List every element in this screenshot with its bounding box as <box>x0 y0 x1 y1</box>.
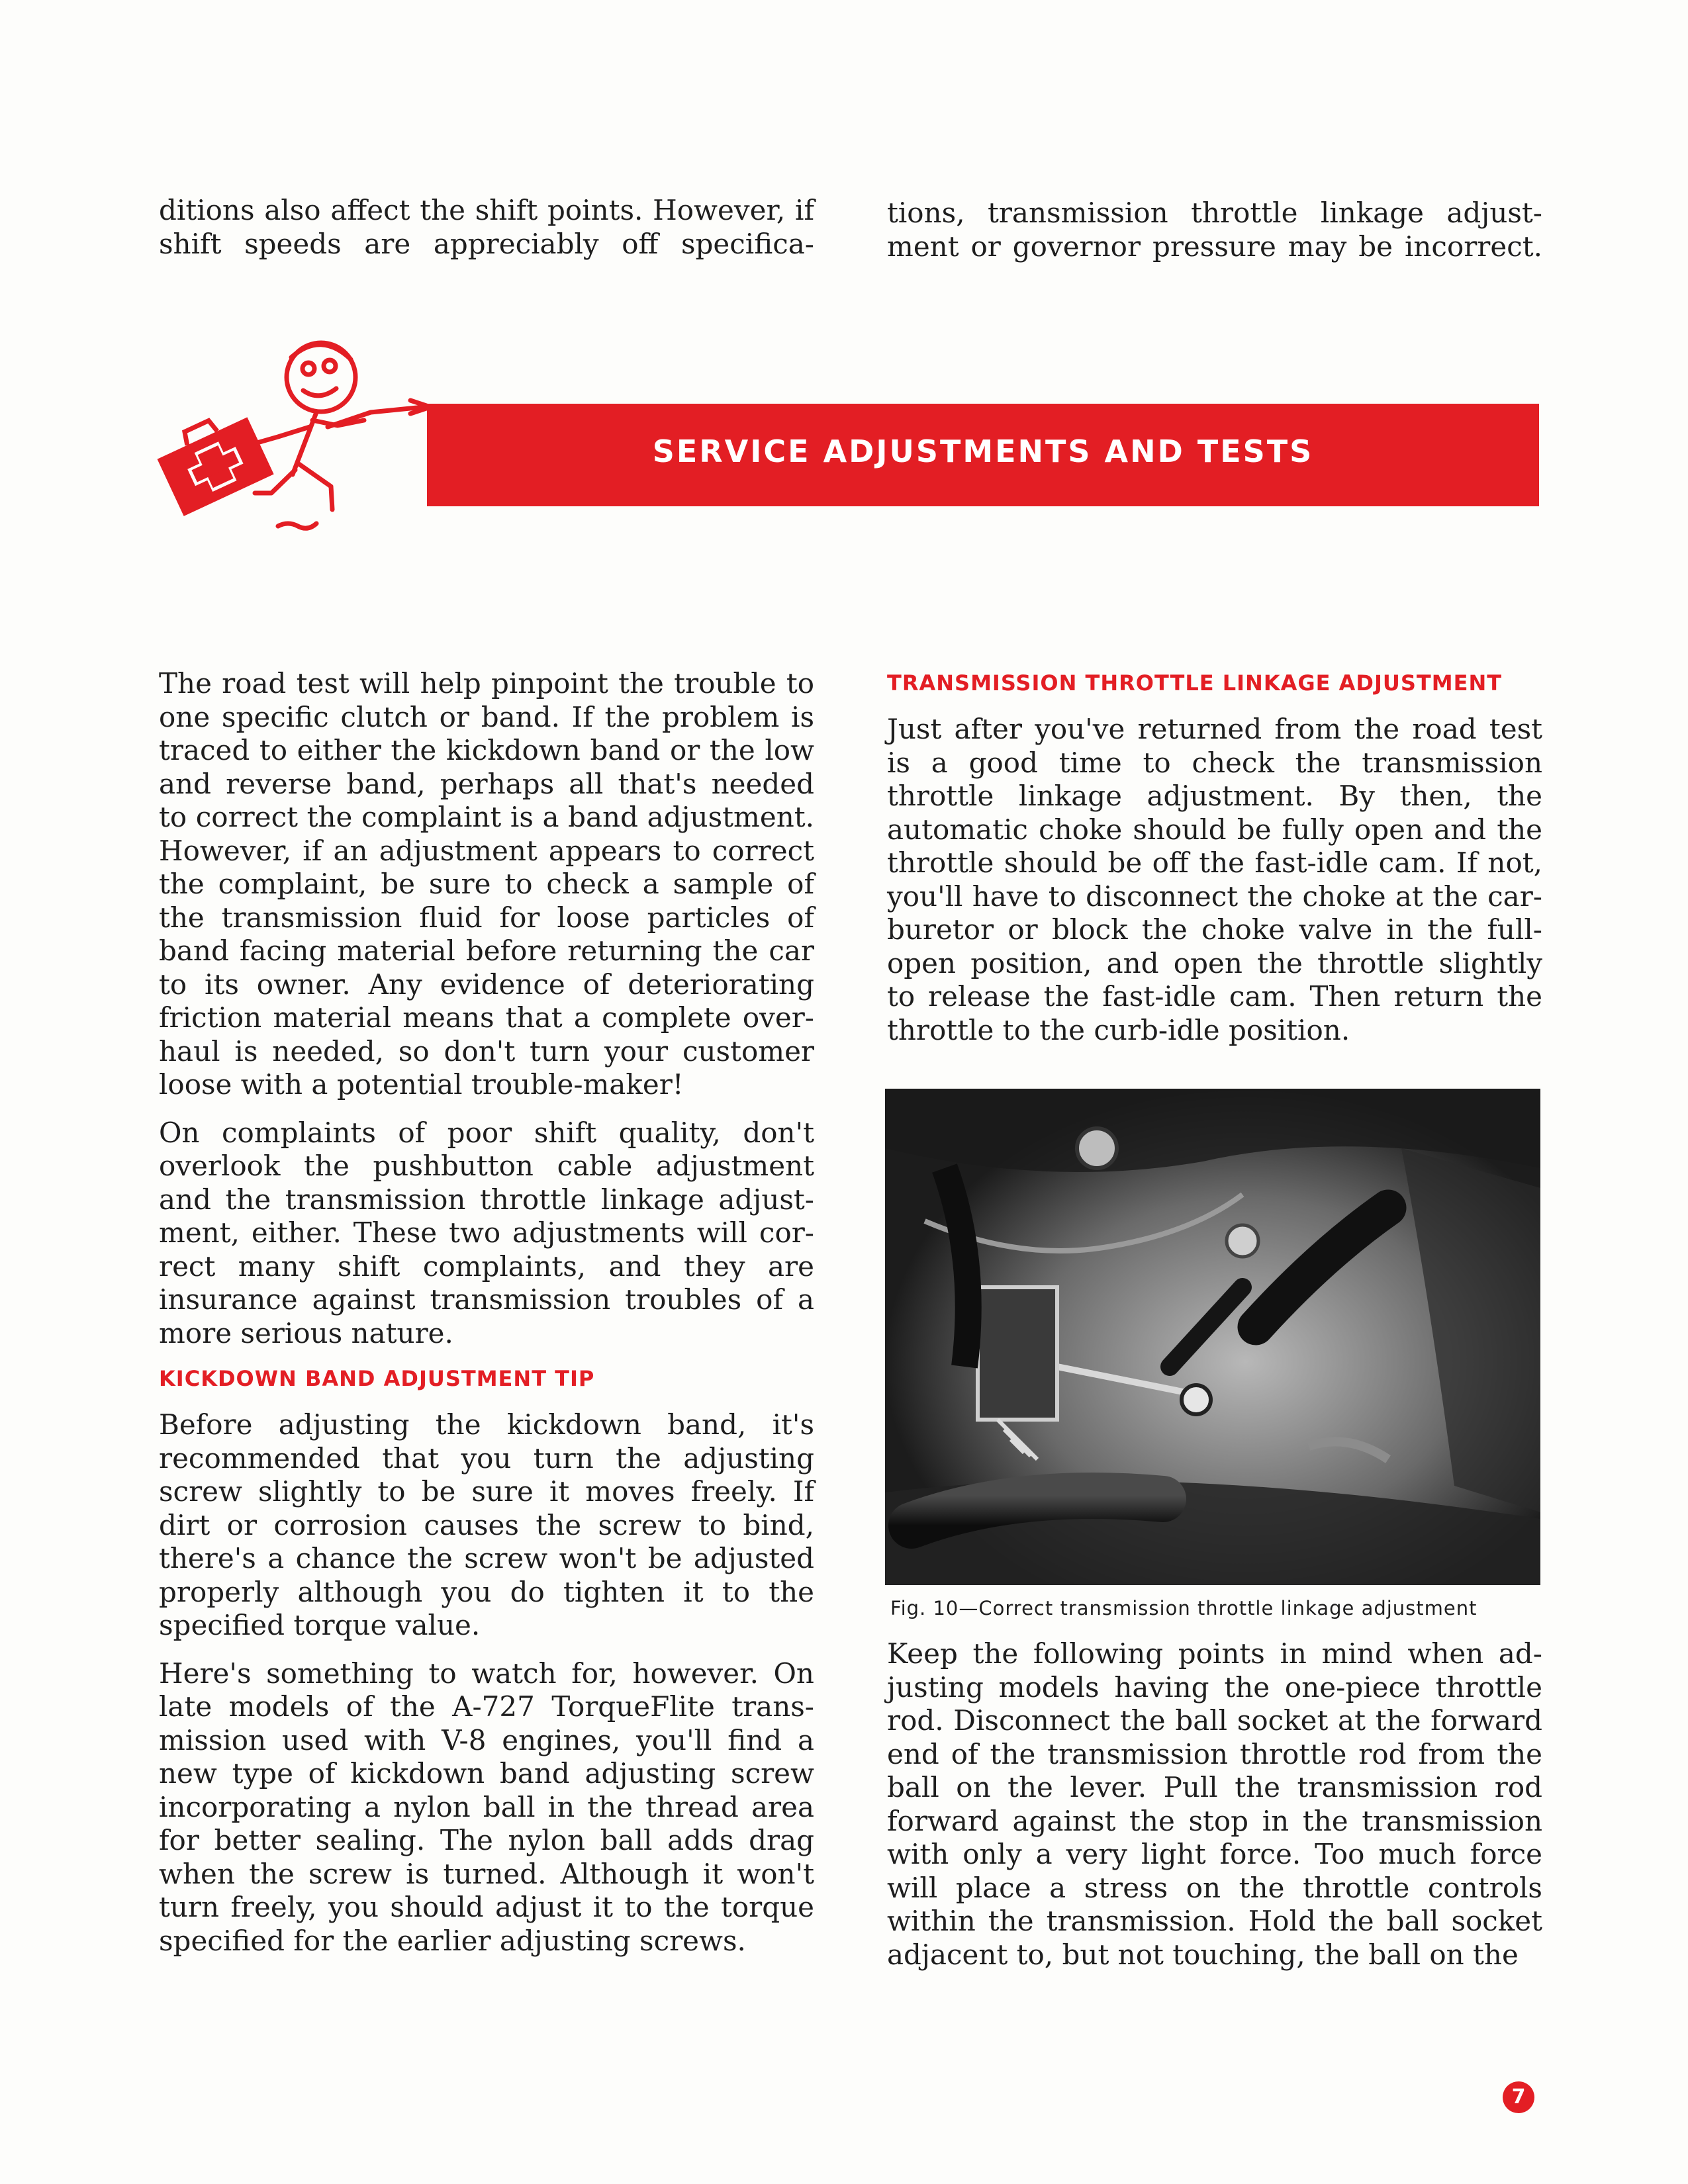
section-title: SERVICE ADJUSTMENTS AND TESTS <box>652 433 1314 469</box>
mascot-illustration <box>139 328 444 546</box>
subhead-kickdown-band: KICKDOWN BAND ADJUSTMENT TIP <box>159 1366 595 1391</box>
page-number: 7 <box>1503 2081 1534 2113</box>
continuation-right-text: tions, transmission throttle linkage adjust-ment or governor pressure may be incorrect. <box>887 197 1542 263</box>
continuation-left-text: ditions also affect the shift points. However, if shift speeds are appreciably off specifica- <box>159 194 814 260</box>
subhead-throttle-linkage: TRANSMISSION THROTTLE LINKAGE ADJUSTMENT <box>887 670 1503 696</box>
paragraph-throttle-linkage: Just after you've returned from the road test is a good time to check the transmission throttle linkage adjustment. By then, the automatic choke should be fully open and the throttle should be off the fast-idle cam. If not, you'll have to disconnect the choke at the car-buretor or block the choke valve in the full-open position, and open the throttle slightly to release the fast-idle cam. Then return the throttle to the curb-idle position. <box>887 713 1542 1046</box>
left-column <box>159 667 814 1972</box>
section-banner <box>427 404 1539 506</box>
paragraph-nylon-ball: Here's something to watch for, however. On late models of the A-727 TorqueFlite trans-mission used with V-8 engines, you'll find a new type of kickdown band adjusting screw incorporating a nylon ball in the thread area for better sealing. The nylon ball adds drag when the screw is turned. Although it won't turn freely, you should adjust it to the torque specified for the earlier adjusting screws. <box>159 1657 814 1957</box>
paragraph-road-test: The road test will help pinpoint the trouble to one specific clutch or band. If the problem is traced to either the kickdown band or the low and reverse band, perhaps all that's needed to correct the complaint is a band adjustment. However, if an adjustment appears to correct the complaint, be sure to check a sample of the transmission fluid for loose particles of band facing material before returning the car to its owner. Any evidence of deteriorating friction material means that a complete over-haul is needed, so don't turn your customer loose with a potential trouble-maker! <box>159 667 814 1101</box>
right-column-bottom <box>887 1637 1542 1986</box>
paragraph-one-piece-rod: Keep the following points in mind when ad-justing models having the one-piece throttle rod. Disconnect the ball socket at the forward end of the transmission throttle rod from the ball on the lever. Pull the transmission rod forward against the stop in the transmission with only a very light force. Too much force will place a stress on the throttle controls within the transmission. Hold the ball socket adjacent to, but not touching, the ball on the <box>887 1637 1542 1971</box>
engine-photo <box>885 1089 1540 1585</box>
paragraph-shift-quality: On complaints of poor shift quality, don't overlook the pushbutton cable adjustment and the transmission throttle linkage adjust-ment, either. These two adjustments will cor-rect many shift complaints, and they are insurance against transmission troubles of a more serious nature. <box>159 1116 814 1349</box>
continuation-left <box>159 194 814 261</box>
figure-caption: Fig. 10—Correct transmission throttle linkage adjustment <box>890 1597 1477 1619</box>
paragraph-kickdown-band: Before adjusting the kickdown band, it's recommended that you turn the adjusting screw slightly to be sure it moves freely. If dirt or corrosion causes the screw to bind, there's a chance the screw won't be adjusted properly although you do tighten it to the specified torque value. <box>159 1408 814 1641</box>
continuation-right <box>887 197 1542 263</box>
right-column-top <box>887 670 1542 1062</box>
